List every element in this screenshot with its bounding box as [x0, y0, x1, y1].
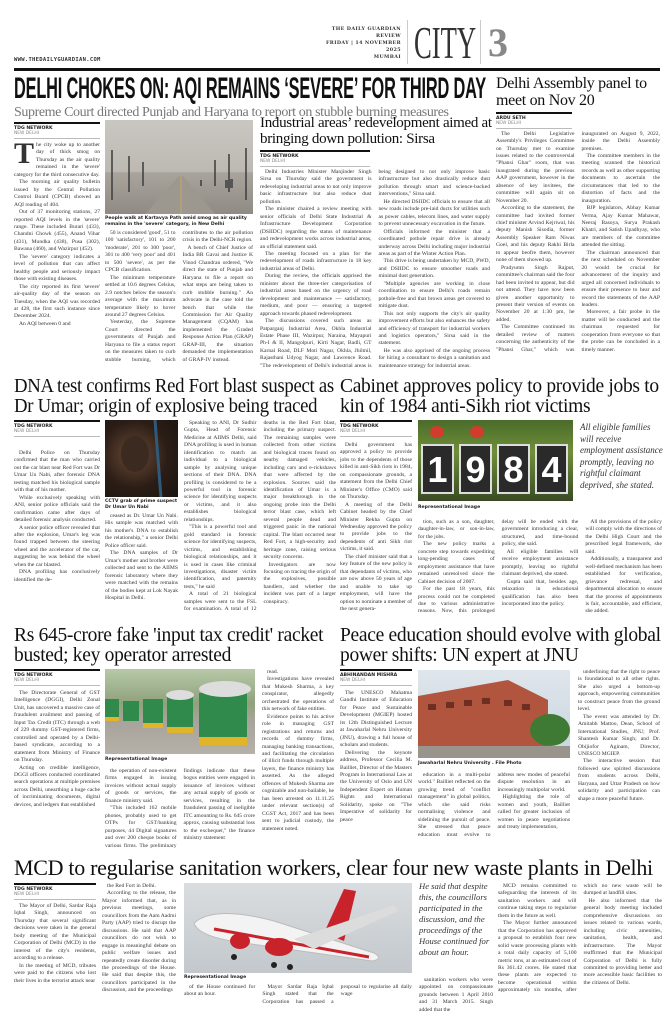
trucks-illustration: [105, 669, 255, 754]
paragraph: Highlighting the role of women and youth, Bailliet called for greater inclusion of women in peace negotiations and treaty implementation,: [497, 794, 570, 831]
paragraph: The morning air quality bulletin issued by the Central Pollution Control Board (CPCB) showed an AQI reading of 404.: [14, 179, 100, 208]
paragraph: tion, such as a son, daughter, daughter-in-law, or son-in-law, for the jobs.: [418, 519, 495, 540]
paragraph: Additionally, a transparent and well-defined mechanism has been established for verification, grievance redressal, and departmental allocation to ensure that the process of appointments is fair, accountable, and efficient, she added.: [585, 556, 662, 615]
photo-caption: Jawaharlal Nehru University . File Photo: [418, 761, 522, 766]
byline-place: NEW DELHI: [496, 120, 521, 126]
byline: [496, 112, 572, 129]
lead-subheadline: Supreme Court directed Punjab and Haryana to report on stubble burning measures: [14, 105, 449, 120]
article-headline: Delhi Assembly panel to meet on Nov 20: [496, 75, 647, 109]
paragraph: Delhi Industries Minister Manjinder Singh Sirsa on Thursday said the government is redeveloping industrial areas to not only improve basic infrastructure but also reduce dust pollution.: [260, 169, 372, 205]
byline-author: TDG NETWORK: [14, 887, 53, 892]
kartavya-path-illustration: [105, 120, 253, 214]
paragraph: He directed DSIIDC officials to ensure that all new roads include pre-laid ducts for utilities such as power cables, telecom lines, and water supply to prevent unnecessary excavation in the future.: [378, 198, 490, 228]
article-columns: [184, 984, 412, 1018]
paragraph-list: [262, 669, 334, 833]
paragraph: "This is a powerful tool and gold standard in forensic science for identifying suspects, victims, and establishing biological relationships, and it is used in cases like criminal investigations, disaster victim identification, and paternity tests," he said: [184, 524, 257, 590]
byline-author: TDG NETWORK: [14, 672, 53, 678]
article-column: [578, 669, 660, 853]
byline: [14, 883, 96, 900]
paragraph: the Red Fort in Delhi.: [107, 883, 156, 889]
article-column: [340, 442, 412, 623]
article-columns: [418, 772, 570, 853]
paragraph: The meeting focused on a plan for the redevelopment of roads infrastructure in 18 key industrial areas of Delhi.: [260, 250, 372, 272]
paragraph-list: [105, 513, 178, 602]
photo-caption: Representational Image: [105, 757, 168, 762]
byline-place: NEW DELHI: [14, 131, 39, 136]
paragraph: During the review, the officials apprised the minister about the three-tier categorisation of industrial areas based on the urgency of road development and maintenance — satisfactory, medium, and poor — ensuring a targeted approach towards phased redevelopment.: [260, 273, 372, 317]
paragraph: BJP legislators, Abhay Kumar Verma, Ajay Kumar Mahawar, Neeraj Basoya, Surya Prakash Khatri, and Satish Upadhyay, who are members of the committee attended the sitting.: [581, 205, 660, 249]
paragraph-list: [14, 450, 100, 584]
article-column: [14, 142, 100, 372]
jnu-building-photo: [418, 670, 570, 758]
turban-shape: [470, 426, 484, 438]
paragraph-list: [496, 131, 660, 355]
byline: [340, 420, 412, 437]
photo-caption: Representational Image: [184, 975, 247, 980]
placard: 9: [459, 444, 492, 494]
article-column: [14, 690, 100, 852]
paragraph: The chairman announced that the next scheduled on November 20 would be crucial for advancement of the inquiry and urged all concerned individuals to ensure their presence to hear and record the statements of the AAP leaders.: [581, 249, 660, 309]
paragraph: A meeting of the Delhi Cabinet headed by the Chief Minister Rekha Gupta on Wednesday approved the policy to provide jobs to the dependents of anti Sikh riot victims, it said.: [340, 501, 412, 553]
paragraph: The Committee continued its detailed review of matters concerning the authenticity of the "Phansi Ghar," which was inaugurated on August 9, 2022, inside the Delhi Assembly premises.: [496, 130, 660, 353]
airplane-illustration: [184, 883, 412, 973]
byline-author: TDG NETWORK: [14, 423, 53, 429]
paragraph: The minimum temperature settled at 10.6 degrees Celsius, 2.9 notches below the season's average with the maximum temperature likely to hover around 27 degrees Celsius.: [105, 274, 176, 318]
aircraft-photo: [184, 883, 412, 973]
paragraph: Gupta said that, besides age, relaxation in educational qualification has also been incorporated into the policy.: [501, 578, 579, 607]
paragraph: This not only supports the city's air quality improvement efforts but also enhances the safety and efficiency of transport for industrial workers and logistics operators," Sirsa said in the statement.: [378, 310, 490, 347]
byline: [340, 669, 412, 686]
suspect-photo: [105, 420, 178, 497]
byline-place: NEW DELHI: [14, 677, 39, 683]
placard: 1: [421, 444, 454, 494]
paragraph: According to the release, the Mayor informed that, as in previous meetings, some councillors from the Aam Aadmi Party (AAP) tried to disrupt the discussions. He said that AAP councillors do not wish to engage in meaningful debate on public welfare issues and repeatedly create disorder during the proceedings of the House. He said that despite this, the councillors participated in the discussion, and the proceedings: [102, 890, 176, 994]
paragraph: All eligible families will receive employment assistance promptly, leaving no rightful claimant deprived, she stated.: [501, 548, 579, 578]
article-headline: MCD to regularise sanitation workers, clear four new waste plants in Delhi: [14, 855, 653, 880]
pull-quote: All eligible families will receive employment assistance promptly, leaving no rightful claimant deprived, she stated.: [580, 422, 663, 490]
paragraph-list: [102, 883, 176, 995]
paragraph: The event was attended by Dr. Amitabh Mattoo, Dean, School of International Studies, JNU; Prof. Shantesh Kumar Singh; and Dr. Obijiofor Aginam, Director, UNESCO MGIEP.: [578, 713, 660, 757]
article-column: [102, 883, 176, 1018]
paragraph: An AQI between 0 and: [19, 320, 71, 327]
paragraph: The new policy marks a concrete step towards expediting long-pending cases of employment assistance that have remained unresolved since the Cabinet decision of 2007.: [418, 541, 495, 585]
divider: [407, 20, 408, 64]
paragraph-list: [105, 230, 253, 364]
paragraph: Out of 37 monitoring stations, 27 reported AQI levels in the 'severe' range. These included Burari (433), Chandni Chowk (455), Anand Vihar (431), Mundka (438), Pusa (302), Bawana (460), and Wazirpur (452).: [14, 209, 100, 253]
paragraph: ceased as Dr. Umar Un Nabi. His sample was matched with his mother's DNA to establish the relationship," a senior Delhi Police officer said.: [105, 513, 178, 549]
website-url: WWW.THEDAILYGUARDIAN.COM: [14, 57, 101, 63]
byline-place: NEW DELHI: [340, 428, 365, 434]
paragraph: The interactive session that followed saw spirited discussions from students across Delhi, Haryana, and Uttar Pradesh on how solidarity and participation can shape a more peaceful future.: [578, 758, 660, 802]
paragraph-list: [498, 883, 662, 995]
divider: [480, 20, 481, 64]
byline: [14, 420, 100, 437]
article-headline: Rs 645-crore fake 'input tax credit' racket busted; key operator arrested: [14, 625, 324, 667]
paragraph: The DNA samples of Dr Umar's mother and brother were collected and sent to the AIIMS forensic laboratory where they were matched with the remains of the bodies kept at Lok Nayak Hospital in Delhi.: [105, 550, 178, 601]
article-headline: Industrial areas’ redevelopment aimed at bringing down pollution: Sirsa: [260, 115, 492, 147]
paragraph: education in a multi-polar world." Bailliet reflected on the growing trend of "conflict management" in global politics, which she said risks normalising violence and sidelining the pursuit of peace. She stressed that peace education must evolve to address new modes of peaceful dispute resolution in an increasingly multipolar world.: [418, 772, 570, 838]
turban-shape: [430, 426, 444, 438]
paragraph: According to the statement, the committee had invited former chief minister Arvind Kejriwal, his deputy Manish Sisodia, former Assembly Speaker Ram Niwas Goel, and his deputy Rakhi Birla to appear beofre them, however none of them showed up.: [496, 205, 575, 264]
paragraph: This drive is being undertaken by MCD, PWD, and DSIIDC to ensure smoother roads and minimal dust generation.: [378, 258, 490, 280]
paragraph: A bench of Chief Justice of India BR Gavai and Justice K Vinod Chandran ordered, "We direct the state of Punjab and Haryana to file a report on what steps are being taken to curb stubble burning." An advocate in the case told the bench that while the Commission for Air Quality Management (CQAM) has implemented the Graded Response Action Plan (GRAP) GRAP-III, the situation demanded the implementation of GRAP-IV instead.: [182, 244, 253, 363]
byline-place: NEW DELHI: [260, 159, 285, 164]
article-column: [262, 669, 334, 853]
paragraph: The UNESCO Mahatma Gandhi Institute of Education for Peace and Sustainable Development (MGIEP) hosted its 12th Distinguished Lecture at Jawaharlal Nehru University (JNU), drawing a full house of scholars and students.: [340, 690, 412, 749]
article-columns: [105, 230, 253, 372]
lead-paragraph: he city woke up to another day of thick smog on Thursday as the air quality remained in the 'severe' category for the third consecutive day.: [14, 142, 100, 178]
paragraph: The Mayor further announced that the Corporation has approved a proposal to establish four new solid waste processing plants with a total daily capacity of 5,100 metric tons, at an estimated cost of Rs 361.42 crores. He stated that these plants are expected to become operational within approximately six months, after which no new waste will be dumped at landfill sites.: [498, 883, 662, 994]
1984-protest-photo: [418, 420, 573, 501]
cctv-figure-illustration: [105, 420, 178, 497]
garbage-trucks-photo: [105, 669, 255, 754]
edition-city: MUMBAI: [373, 54, 401, 60]
placard: 4: [535, 444, 568, 494]
placard: 8: [497, 444, 530, 494]
paragraph-list: [105, 768, 255, 850]
byline-author: TDG NETWORK: [260, 154, 299, 159]
paragraph: of the House continued for about an hour.: [184, 984, 256, 998]
paragraph: Delhi Police on Thursday confirmed that the man who carried out the car blast near Red Fort was Dr Umar Un Nabi, after forensic DNA testing matched his biological sample with that of his mother.: [14, 450, 100, 494]
paragraph-list: [184, 420, 336, 614]
paragraph: The city reported its first 'severe' air-quality day of the season on Tuesday, when the AQI was recorded at 428, the first such instance since December 2024.: [14, 283, 100, 320]
section-title: CITY: [414, 17, 477, 68]
article-headline: DNA test confirms Red Fort blast suspect as Dr Umar; origin of explosive being traced: [14, 376, 334, 418]
paragraph-list: [14, 690, 100, 809]
placards: [421, 444, 568, 494]
paragraph: The minister chaired a review meeting with senior officials of Delhi State Industrial & Infrastructure Development Corporation (DSIIDC) regarding the status of maintenance and redevelopment works across industrial areas, an official statement said.: [260, 206, 372, 250]
paragraph-list: [14, 903, 96, 985]
paragraph: underlining that the right to peace is foundational to all other rights. She also urged a bottom-up approach, empowering communities to construct peace from the ground level.: [578, 669, 660, 713]
lead-headline: DELHI CHOKES ON: AQI REMAINS ‘SEVERE’ FOR THIRD DAY: [14, 72, 486, 105]
paragraph: The Delhi Legislative Assembly's Privileges Committee on Thursday met to examine issues related to the controversial "Phansi Ghar" room, that was inaugrated during the previous AAP government, however in the absence of key invitees, the committee will again sit on November 20.: [496, 130, 575, 204]
byline-place: NEW DELHI: [14, 428, 39, 434]
masthead-info: [315, 26, 401, 61]
photo-caption: CCTV grab of prime suspect Dr Umar Un Nabi: [105, 499, 178, 510]
article-columns: [105, 768, 255, 853]
paragraph: For the past 18 years, this process could not be completed due to various administrative reasons. Now, this prolonged delay will be ended with the government introducing a clear, structured, and time-bound policy, she said.: [418, 519, 579, 615]
paragraph: Delivering the keynote address, Professor Cecilia M. Bailliet, Director of the Masters Program in International Law at the University of Oslo and UN Independent Expert on Human Rights and International Solidarity, spoke on "The Imperative of solidarity for peace: [340, 749, 412, 823]
paragraph-list: [418, 519, 662, 616]
paragraph: The Mayor of Delhi, Sardar Raja Iqbal Singh, announced on Thursday that several significant decisions were taken in the general body meeting of the Municipal Corporation of Delhi (MCD) in the interest of the city's residents, according to a release.: [14, 903, 96, 962]
byline-author: TDG NETWORK: [340, 423, 379, 429]
article-column: [105, 513, 178, 623]
paragraph-list: [340, 690, 412, 824]
paragraph-list: [260, 169, 490, 370]
paragraph-list: [340, 442, 412, 613]
paragraph: All the provisions of the policy will comply with the directions of the Delhi High Court and the prescribed legal framework, she said.: [585, 519, 662, 555]
article-column: [340, 690, 412, 853]
paragraph: The committee members in the meeting scanned the historical records as well as other supporting documents to ascertain the circumstances that led to the distortion of facts and the inauguration.: [581, 152, 660, 204]
byline: [260, 150, 370, 167]
paragraph: read.: [267, 669, 279, 675]
paragraph-list: [184, 984, 412, 1006]
photo-caption: People walk at Kartavya Path amid smog as air quality remains in the 'severe' category, in New Delhi: [105, 216, 247, 227]
building-illustration: [418, 670, 570, 758]
paragraph: sanitation workers who were appointed on compassionate grounds between 1 April 2010 and 31 March 2015. Singh added that the: [419, 977, 493, 1013]
paragraph-list: [14, 179, 100, 328]
article-columns: [418, 519, 662, 623]
article-column: [14, 903, 96, 1018]
article-headline: Peace education should evolve with global power shifts: UN expert at JNU: [340, 625, 661, 667]
paragraph-list: [419, 977, 493, 1014]
byline: [14, 122, 100, 139]
article-columns: [184, 420, 336, 623]
paragraph: 50 is considered 'good', 51 to 100 'satisfactory', 101 to 200 'moderate', 201 to 300 'poor', 301 to 400 'very poor' and 401 to 500 'severe', as per the CPCB classification.: [105, 230, 176, 274]
article-column: [419, 977, 493, 1018]
article-columns: [496, 131, 660, 372]
paragraph: Evidence points to his active role in managing GST registrations and returns and records of dummy firms, managing banking transactions, and facilitating the circulation of illicit funds through multiple layers, the finance ministry has asserted. As the alleged offences of Mukesh Sharma are cognizable and non-bailable, he has been arrested on 11.11.25 under relevant section(s) of CGST Act, 2017 and has been sent to judicial custody, the statement noted.: [262, 713, 334, 832]
paragraph: Mayor Sardar Raja Iqbal Singh stated that the Corporation has passed a proposal to regularise all daily wage: [262, 984, 412, 1005]
paper-name: THE DAILY GUARDIAN REVIEW: [331, 26, 401, 39]
byline-place: NEW DELHI: [14, 892, 39, 897]
paragraph: He was also apprised of the ongoing process for hiring a consultant to design a sanitation and maintenance strategy for industrial areas.: [378, 347, 490, 369]
paragraph: "Multiple agencies are working in close coordination to ensure Delhi's roads remain pothole-free and that brown areas get covered to mitigate dust.: [378, 280, 490, 310]
paragraph: Investigators are now focusing on tracing the origin of the explosives, possible handlers, and whether the incident was part of a larger conspiracy.: [263, 561, 336, 605]
article-column: [14, 450, 100, 622]
article-headline: Cabinet approves policy to provide jobs to kin of 1984 anti-Sikh riot victims: [340, 376, 659, 418]
byline-author: ARDU SETH: [496, 115, 526, 121]
byline: [14, 669, 100, 686]
paragraph: the operation of non-existent firms engaged in issuing invoices without actual supply of goods or services, the finance ministry said.: [105, 768, 177, 804]
paragraph: He also informed that the general body meeting included comprehensive discussions on issues related to various wards, including civic amenities, sanitation, health, and infrastructure. The Mayor reaffirmed that the Municipal Corporation of Delhi is fully committed to providing better and more accessible basic facilities to the citizens of Delhi.: [583, 897, 662, 986]
paragraph: The 'severe' category indicates a level of pollution that can affect healthy people and seriously impact those with existing diseases.: [14, 253, 100, 283]
paragraph: In the meeting of MCD, tributes were paid to the citizens who lost their lives in the terrorist attack near: [14, 962, 96, 984]
paragraph: Yesterday, the Supreme Court directed the governments of Punjab and Haryana to file a status report on the measures taken to curb stubble burning, which contributes to the air pollution crisis in the Delhi-NCR region.: [105, 230, 253, 363]
paragraph: While exclusively speaking with ANI, senior police officials said the confirmation came after days of detailed forensic analysis conducted.: [14, 494, 100, 524]
drop-cap: T: [14, 142, 35, 170]
paragraph-list: [418, 772, 570, 839]
photo-caption: Representational Image: [418, 505, 481, 510]
paragraph: Delhi government has approved a policy to provide jobs to the dependents of those killed in anti-Sikh riots in 1984, on compassionate grounds, a statement from the Delhi Chief Minister's Office (CMO) said on Thursday.: [340, 442, 412, 501]
paragraph: Pradyumn Singh Rajput, committee's chairman said the four had been invited to appear, but did not attend. They have now been given another opportunity to present their version of events on November 20 at 1:30 pm, he added.: [496, 264, 575, 323]
paragraph: The chief minister said that a key feature of the new policy is that dependants of victims, who are now above 50 years of age and unable to take up employment, will have the option to nominate a member of the next genera-: [340, 553, 412, 612]
paragraph: Moreover, a fair probe in the matter will be conducted and the chairman requested for cooperation from everyone so that the probe can be concluded in a timely manner.: [581, 309, 660, 353]
paragraph: The discussions covered such areas as Patparganj Industrial Area, Okhla Industrial Estate Phase III, Wazirpur, Naraina, Mayapuri Ph-I & II, Mangolpuri, Kirti Nagar, Badli, GT Karnal Road, DLF Moti Nagar, Okhla, Jhilmil, Rajasthani Udyog Nagar, and Lawrence Road. "The redevelopment of Delhi's industrial areas is being designed to not only improve basic infrastructure but also drastically reduce dust pollution through smart and science-backed interventions," Sirsa said.: [260, 169, 490, 369]
byline-author: TDG NETWORK: [14, 126, 53, 131]
paragraph: Officials informed the minister that a coordinated pothole repair drive is already underway across Delhi including major industrial areas as part of the Winter Action Plan.: [378, 228, 490, 257]
pull-quote: He said that despite this, the councillors participated in the discussion, and the proceedings of the House continued for about an hour.: [419, 881, 490, 957]
article-columns: [260, 169, 490, 372]
smog-photo: [105, 120, 253, 214]
paragraph: DNA profiling has conclusively identified the de-: [14, 569, 100, 583]
paragraph: A total of 21 biological samples were sent to the FSL for examination. A total of 12 deaths in the Red Fort blast, including the primary suspect. The remaining samples were collected from other victims and biological traces found on nearby damaged vehicles, including cars and e-rickshaws that were affected by the explosion. Sources said the identification of Umar is a major breakthrough in the ongoing probe into the Delhi terror blast case, which left several people dead and triggered panic in the national capital. The blast occurred near Red Fort, a high-security and heritage zone, raising serious security concerns.: [184, 419, 336, 613]
paragraph: The Directorate General of GST Intelligence (DGGI), Delhi Zonal Unit, has uncovered a massive case of fraudulent availment and passing of Input Tax Credit (ITC) through a web of 229 dummy GST-registered firms, controlled and operated by a Delhi-based syndicate, according to a statement from Ministry of Finance on Thursday.: [14, 690, 100, 764]
article-columns: [498, 883, 662, 1018]
paragraph-list: [578, 669, 660, 803]
paragraph: Acting on credible intelligence, DGGI officers conducted coordinated search operations at multiple premises across Delhi, unearthing a huge cache of incriminating documents, digital devices, and ledgers that established: [14, 764, 100, 808]
paragraph: "This included 162 mobile phones, probably used to get OTPs for GST/banking purposes, 44 Digital signatures and over 200 cheque books of various firms. The preliminary findings indicate that these bogus entities were engaged in issuance of invoices without any actual supply of goods or services, resulting in the fraudulent passing of ineligible ITC amounting to Rs. 645 crore approx, causing substantial loss to the exchequer," the finance ministry statement: [105, 768, 255, 849]
paragraph: Speaking to ANI, Dr Sudhir Gupta, Head of Forensic Medicine at AIIMS Delhi, said DNA profiling is used in human identification to match an individual to a biological sample by analysing unique sections of their DNA. DNA profiling is considered to be a powerful tool in forensic science for identifying suspects or victims, and it also establishes biological relationships.: [184, 419, 257, 523]
byline-author: ABHINANDAN MISHRA: [340, 672, 398, 678]
paragraph: Investigations have revealed that Mukesh Sharma, a key conspirator, allegedly orchestrated the operations of this network of fake entities.: [262, 676, 334, 713]
byline-place: NEW DELHI: [340, 677, 365, 683]
issue-date: FRIDAY | 14 NOVEMBER 2025: [326, 40, 401, 53]
page-number: 3: [488, 20, 508, 65]
paragraph: A senior police officer revealed that after the explosion, Umar's leg was found trapped between the steering wheel and the accelerator of the car, suggesting he was behind the wheel when the car blasted.: [14, 524, 100, 568]
paragraph: MCD remains committed to safeguarding the interests of its sanitation workers and will continue taking steps to regularise them in the future as well.: [498, 883, 577, 919]
top-rule: [14, 68, 660, 71]
